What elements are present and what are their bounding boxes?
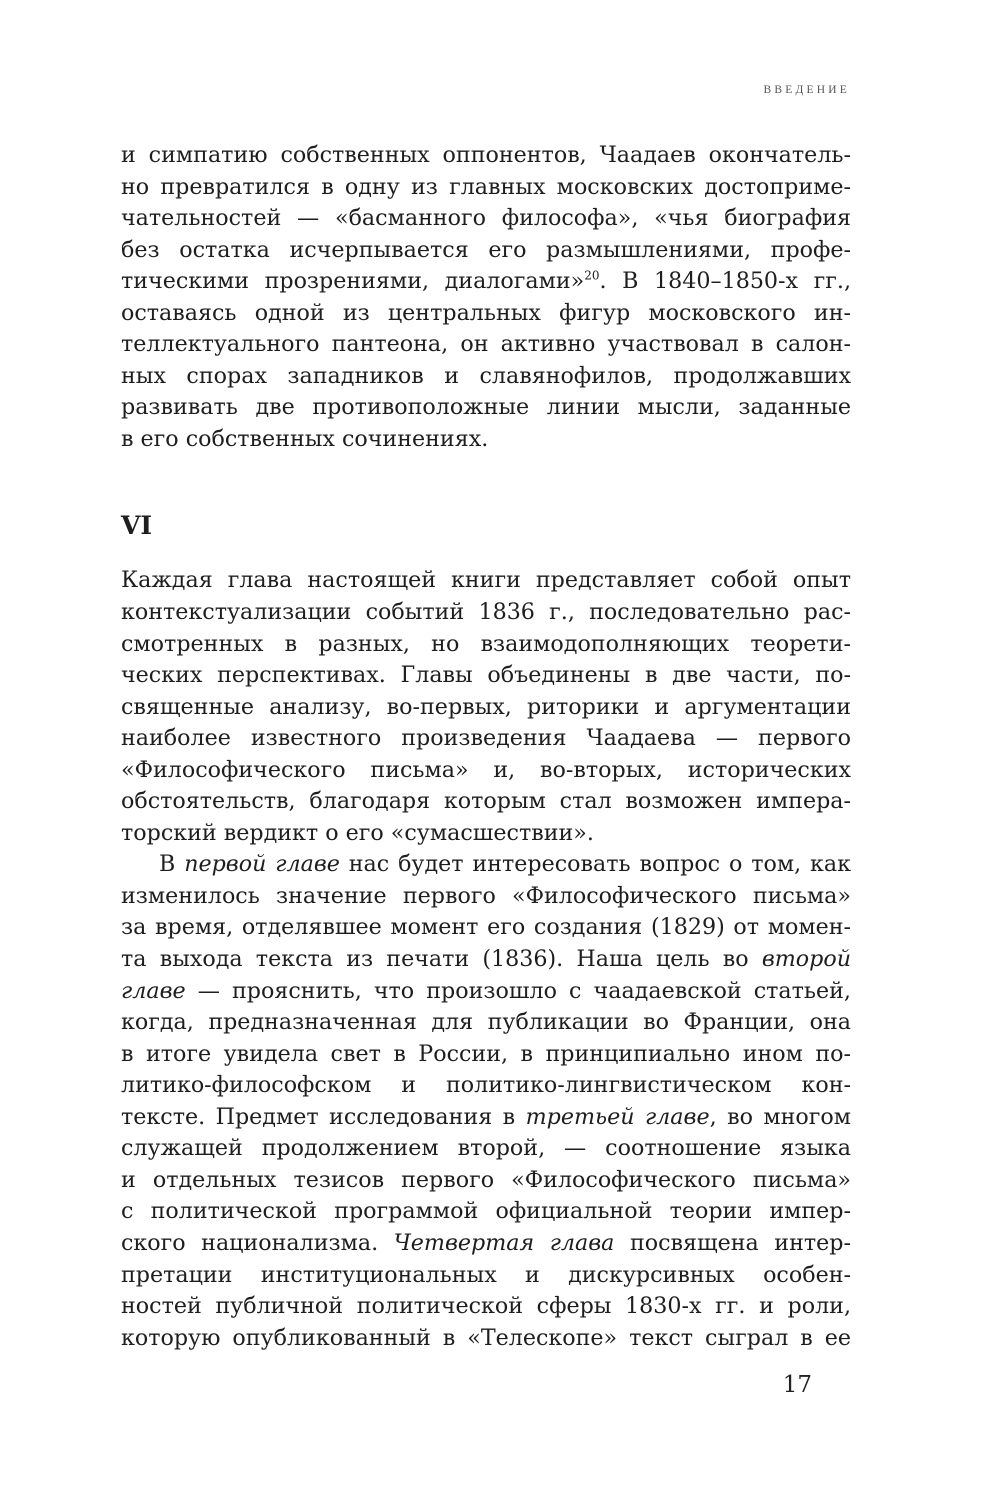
text-line: священные анализу, во-первых, риторики и аргументации <box>121 693 851 720</box>
text-line: чательностей — «басманного философа», «чья биография <box>121 205 851 232</box>
text-line: ческих перспективах. Главы объединены в две части, по- <box>121 662 851 689</box>
text-segment: тическими прозрениями, диалогами» <box>121 268 585 295</box>
page-body <box>121 140 851 1354</box>
text-line <box>121 976 851 1008</box>
text-line: за время, отделявшее момент его создания (1829) от момен- <box>121 914 851 941</box>
text-line: смотренных в разных, но взаимодополняющих теорети- <box>121 630 851 657</box>
emphasis-text: второй <box>761 946 851 973</box>
emphasis-text: главе <box>121 977 186 1004</box>
text-line: и симпатию собственных оппонентов, Чаадаев окончатель- <box>121 142 851 168</box>
text-line: с политической программой официальной теории импер- <box>121 1198 851 1225</box>
emphasis-text: Четвертая глава <box>393 1229 615 1256</box>
text-line <box>121 1228 851 1260</box>
text-line: изменилось значение первого «Философического письма» <box>121 882 851 909</box>
text-line: в его собственных сочинениях. <box>121 425 489 452</box>
text-line: ностей публичной политической сферы 1830-х гг. и роли, <box>121 1293 851 1320</box>
text-line: и отдельных тезисов первого «Философического письма» <box>121 1166 851 1193</box>
text-line: контекстуализации событий 1836 г., последовательно рас- <box>121 599 851 626</box>
text-line: «Философического письма» и, во-вторых, исторических <box>121 756 851 783</box>
text-line: в итоге увидела свет в России, в принципиально ином по- <box>121 1040 851 1067</box>
text-line: которую опубликованный в «Телескопе» текст сыграл в ее <box>121 1324 851 1351</box>
text-line <box>121 944 851 976</box>
paragraph-1 <box>121 140 851 455</box>
text-line: наиболее известного произведения Чаадаева — первого <box>121 725 851 752</box>
text-segment: тексте. Предмет исследования в <box>121 1103 526 1130</box>
text-line: когда, предназначенная для публикации во Франции, она <box>121 1009 851 1036</box>
text-segment: та выхода текста из печати (1836). Наша цель во <box>121 946 762 973</box>
text-segment: нас будет интересовать вопрос о том, как <box>339 851 851 878</box>
text-segment: . В 1840–1850-х гг., <box>599 268 851 295</box>
text-segment: ского национализма. <box>121 1229 394 1256</box>
text-line: служащей продолжением второй, — соотношение языка <box>121 1135 851 1162</box>
text-line: развивать две противоположные линии мысли, заданные <box>121 394 851 421</box>
emphasis-text: третьей главе <box>525 1103 710 1130</box>
emphasis-text: первой главе <box>184 851 340 878</box>
text-segment: В <box>159 851 185 878</box>
text-line: теллектуального пантеона, он активно участвовал в салон- <box>121 331 851 358</box>
text-line <box>121 849 851 881</box>
text-line: литико-философском и политико-лингвистическом кон- <box>121 1072 851 1099</box>
footnote-reference[interactable]: 20 <box>584 268 600 283</box>
text-segment: — прояснить, что произошло с чаадаевской статьей, <box>185 977 851 1004</box>
text-line: торский вердикт о его «сумасшествии». <box>121 819 594 846</box>
text-line: претации институциональных и дискурсивных особен- <box>121 1261 851 1288</box>
text-segment: посвящена интер- <box>614 1229 851 1256</box>
text-line: ных спорах западников и славянофилов, продолжавших <box>121 362 851 389</box>
text-line: Каждая глава настоящей книги представляет собой опыт <box>121 567 851 594</box>
text-line: обстоятельств, благодаря которым стал возможен импера- <box>121 788 851 815</box>
paragraph-3 <box>121 849 851 1354</box>
text-line <box>121 266 851 298</box>
section-heading: VI <box>121 511 153 541</box>
text-line: но превратился в одну из главных московских достоприме- <box>121 173 851 200</box>
text-segment: , во многом <box>709 1103 852 1130</box>
text-line <box>121 1102 851 1134</box>
running-head: ВВЕДЕНИЕ <box>763 84 850 96</box>
paragraph-2 <box>121 565 851 849</box>
page-number: 17 <box>782 1372 812 1398</box>
text-line: без остатка исчерпывается его размышлениями, профе- <box>121 236 851 263</box>
text-line: оставаясь одной из центральных фигур московского ин- <box>121 299 851 326</box>
